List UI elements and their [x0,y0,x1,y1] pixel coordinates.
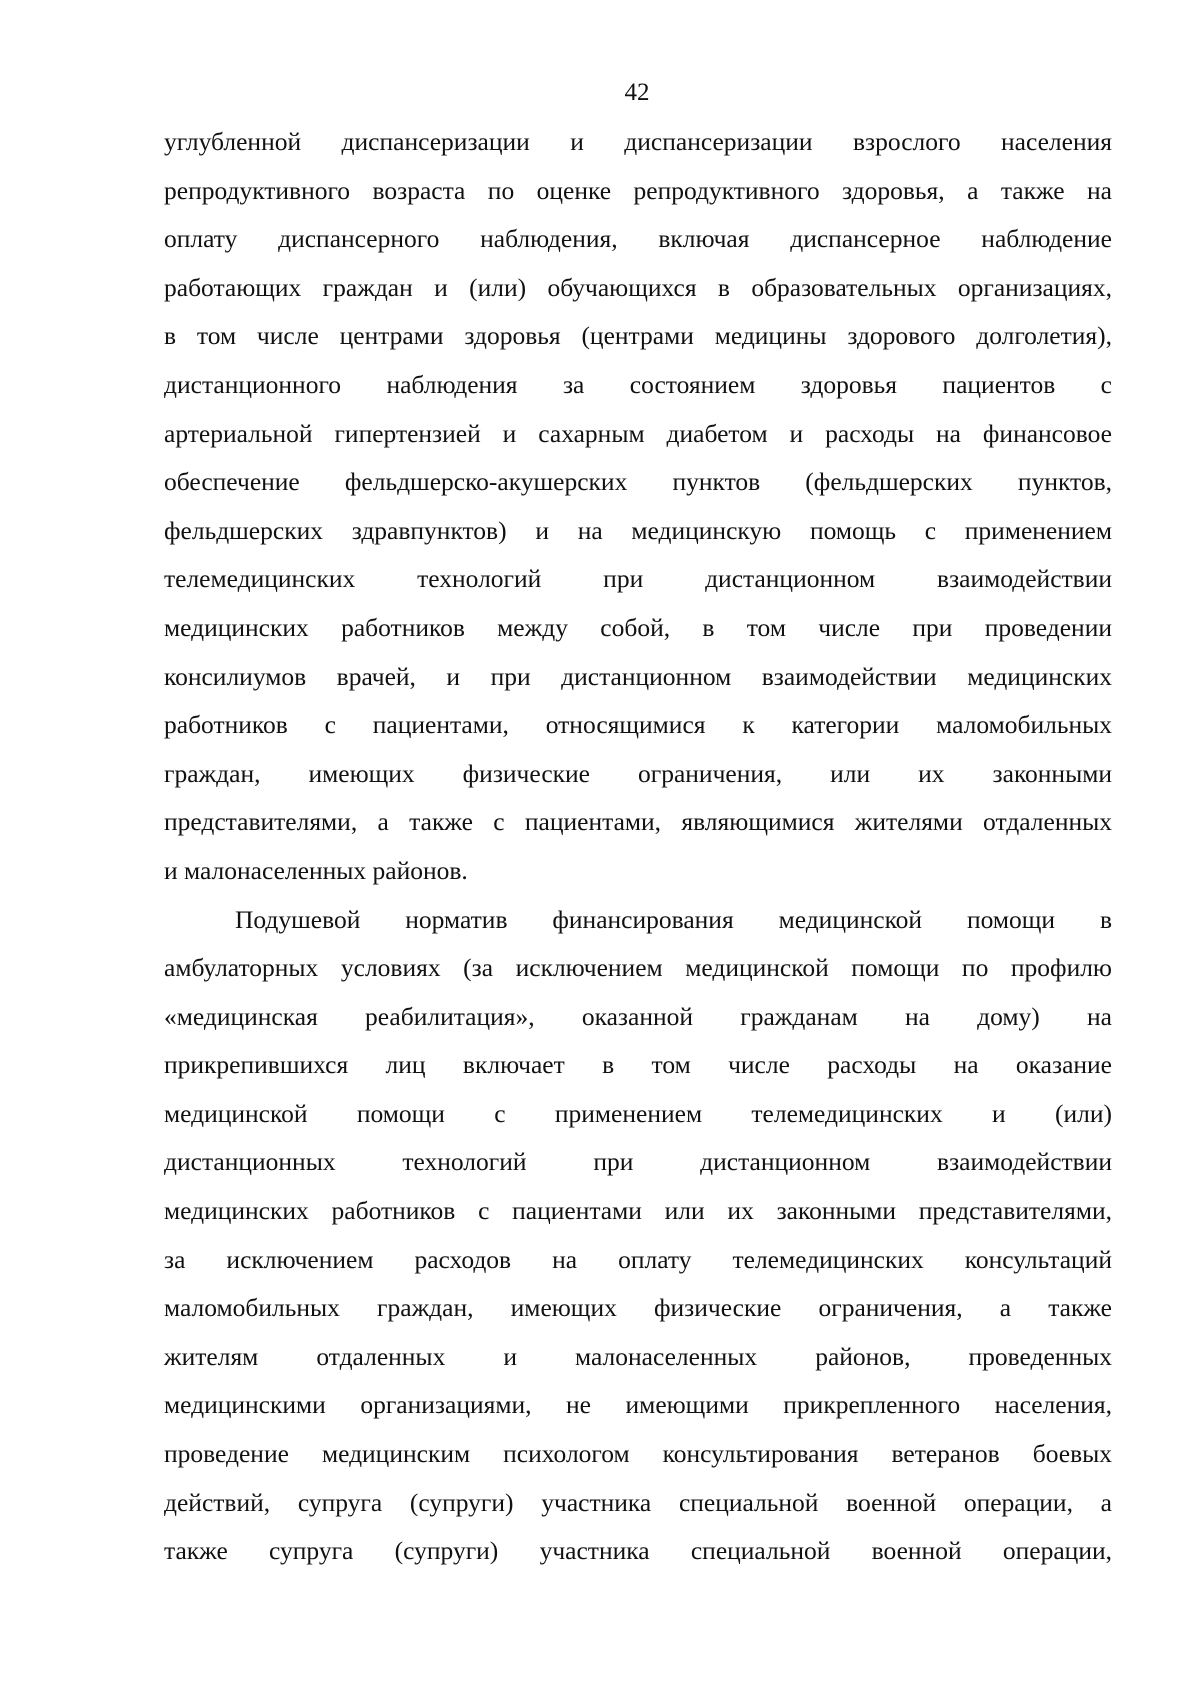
text-line: консилиумов врачей, и при дистанционном взаимодействии медицинских [164,661,1112,691]
text-line: за исключением расходов на оплату телемедицинских консультаций [164,1244,1112,1274]
text-line: телемедицинских технологий при дистанционном взаимодействии [164,564,1112,594]
text-line: медицинских работников с пациентами или их законными представителями, [164,1196,1112,1226]
text-line: дистанционного наблюдения за состоянием здоровья пациентов с [164,369,1112,399]
text-line: прикрепившихся лиц включает в том числе расходы на оказание [164,1050,1112,1080]
text-line: репродуктивного возраста по оценке репродуктивного здоровья, а также на [164,175,1112,205]
text-line: проведение медицинским психологом консультирования ветеранов боевых [164,1439,1112,1469]
text-line: амбулаторных условиях (за исключением медицинской помощи по профилю [164,953,1112,983]
text-line: артериальной гипертензией и сахарным диабетом и расходы на финансовое [164,418,1112,448]
text-line: «медицинская реабилитация», оказанной гражданам на дому) на [164,1001,1112,1031]
text-line: медицинской помощи с применением телемедицинских и (или) [164,1098,1112,1128]
text-line: работников с пациентами, относящимися к категории маломобильных [164,710,1112,740]
text-line: оплату диспансерного наблюдения, включая диспансерное наблюдение [164,224,1112,254]
text-line: обеспечение фельдшерско-акушерских пунктов (фельдшерских пунктов, [164,467,1112,497]
text-line: дистанционных технологий при дистанционном взаимодействии [164,1147,1112,1177]
text-line: в том числе центрами здоровья (центрами медицины здорового долголетия), [164,321,1112,351]
text-line: работающих граждан и (или) обучающихся в образовательных организациях, [164,272,1112,302]
text-line: также супруга (супруги) участника специальной военной операции, [164,1536,1112,1566]
text-line: маломобильных граждан, имеющих физические ограничения, а также [164,1293,1112,1323]
text-line: Подушевой норматив финансирования медицинской помощи в [235,904,1112,934]
text-line: медицинскими организациями, не имеющими прикрепленного населения, [164,1390,1112,1420]
page-number: 42 [624,79,650,106]
text-line: фельдшерских здравпунктов) и на медицинскую помощь с применением [164,515,1112,545]
text-line: углубленной диспансеризации и диспансеризации взрослого населения [164,127,1112,156]
text-line: представителями, а также с пациентами, являющимися жителями отдаленных [164,807,1112,837]
text-line: граждан, имеющих физические ограничения, или их законными [164,758,1112,788]
text-line: действий, супруга (супруги) участника специальной военной операции, а [164,1487,1112,1517]
body-text [164,118,1112,1576]
text-line: медицинских работников между собой, в том числе при проведении [164,612,1112,642]
text-line: и малонаселенных районов. [164,855,468,885]
text-line: жителям отдаленных и малонаселенных районов, проведенных [164,1341,1112,1371]
